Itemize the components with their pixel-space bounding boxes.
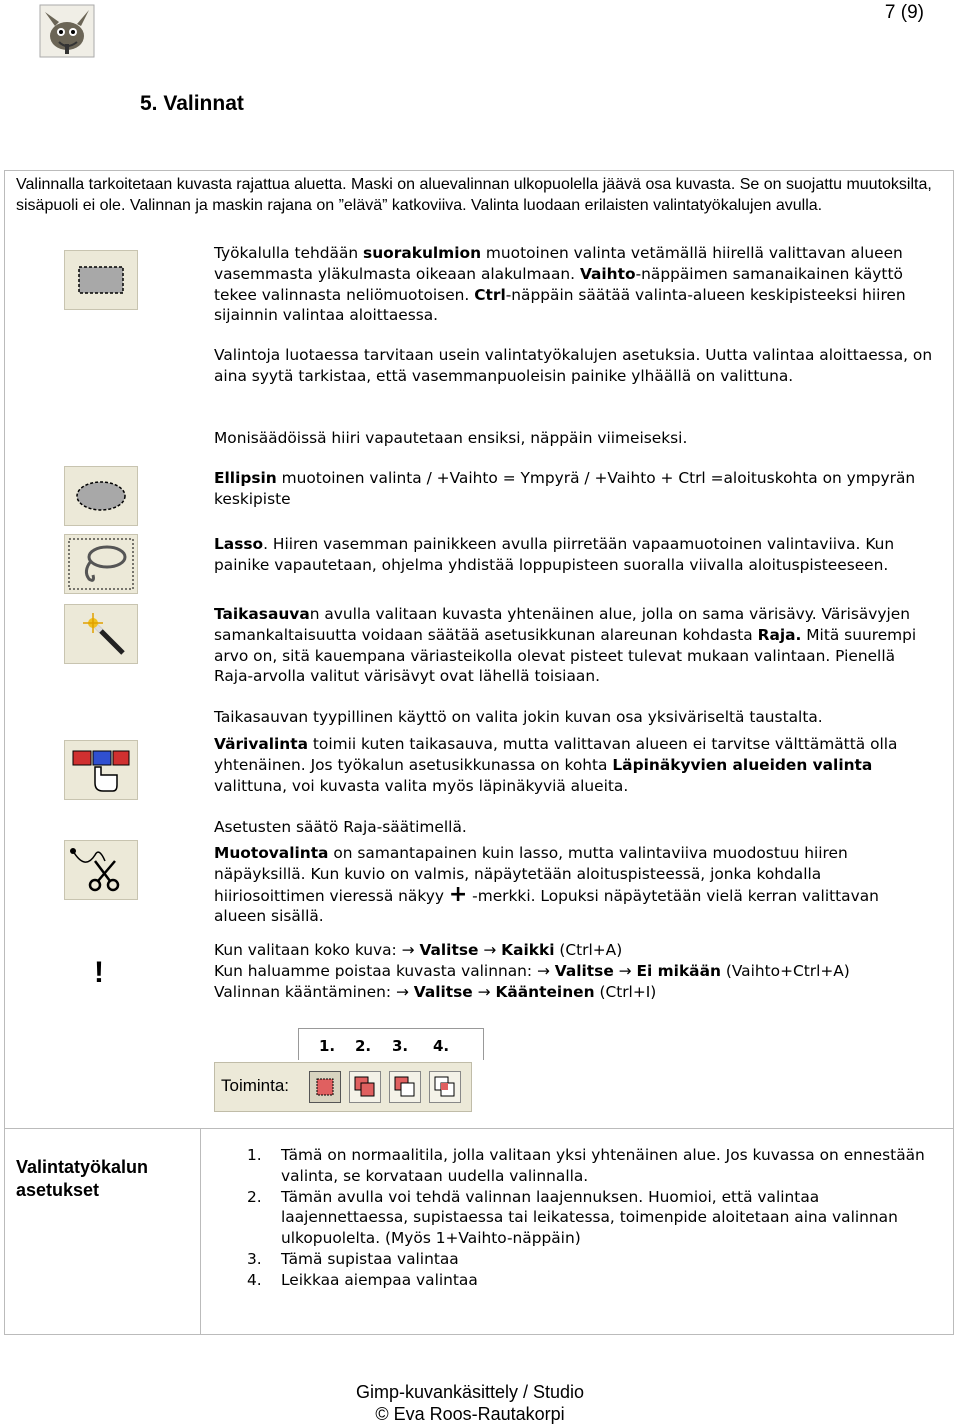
mode-label: Toiminta: <box>221 1076 290 1095</box>
footer-copyright: © Eva Roos-Rautakorpi <box>375 1404 565 1424</box>
scissors-text: Muotovalinta on samantapainen kuin lasso, mutta valintaviiva muodostuu hiiren näpäyksillä. Kun kuvio on valmis, näpäytetään aloituspisteessä, jonka kohdalla hiiriosoittimen vieressä näkyy + -merkki. Lopuksi näpäytetään vielä kerran valittavan alueen sisällä. <box>214 844 879 926</box>
list-item: 2. Tämän avulla voi tehdä valinnan laajennuksen. Huomioi, että valintaa laajennettaessa, supistaessa tai leikatessa, toimenpide aloitetaan aina valinnan ulkopuolelta. (Myös 1+Vaihto-näppäin) <box>247 1187 898 1248</box>
color-select-text: Värivalinta toimii kuten taikasauva, mutta valittavan alueen ei tarvitse välttämättä olla yhtenäinen. Jos työkalun asetusikkunassa on kohta Läpinäkyvien alueiden valinta valittuna, voi kuvasta valita myös läpinäkyviä alueita. <box>214 735 898 795</box>
mode-replace-button[interactable] <box>309 1071 341 1103</box>
options-list <box>247 1145 947 1291</box>
lasso-select-icon <box>64 534 138 594</box>
section-title: 5. Valinnat <box>140 92 244 115</box>
tip-exclamation: ! <box>94 956 104 989</box>
color-select-note: Asetusten säätö Raja-säätimellä. <box>214 818 467 836</box>
lasso-text: Lasso. Hiiren vasemman painikkeen avulla piirretään vapaamuotoinen valintaviiva. Kun painike vapautetaan, ohjelma yhdistää loppupisteen suoralla viivalla aloituspisteeseen. <box>214 535 895 574</box>
magic-wand-icon <box>64 604 138 664</box>
mode-number: 1. <box>319 1037 336 1055</box>
options-note: Valintoja luotaessa tarvitaan usein valintatyökalujen asetuksia. Uutta valintaa aloittaessa, on aina syytä tarkistaa, että vasemmanpuoleisin painike ylhäällä on valittuna. <box>214 346 933 385</box>
magic-wand-text: Taikasauvan avulla valitaan kuvasta yhtenäinen alue, jolla on sama värisävy. Värisävyjen samankaltaisuutta voidaan säätää asetusikkunan alareunan kohdasta Raja. Mitä suurempi arvo on, sitä kauempana väriasteikolla olevat pisteet tulevat mukaan valintaan. Pienellä Raja-arvolla valitut värisävyt ovat lähellä toisiaan. <box>214 605 917 686</box>
mode-subtract-button[interactable] <box>389 1071 421 1103</box>
gimp-logo-icon <box>39 4 95 58</box>
shortcut-tips: Kun valitaan koko kuva: → Valitse → Kaikki (Ctrl+A) Kun haluamme poistaa kuvasta valinnan: → Valitse → Ei mikään (Vaihto+Ctrl+A) Valinnan kääntäminen: → Valitse → Käänteinen (Ctrl+I) <box>214 941 850 1001</box>
color-select-icon <box>64 740 138 800</box>
mode-add-button[interactable] <box>349 1071 381 1103</box>
mode-number-labels <box>298 1028 484 1060</box>
options-title: Valintatyökalun asetukset <box>16 1157 149 1200</box>
page-number: 7 (9) <box>884 2 924 23</box>
divider-vertical <box>200 1128 201 1335</box>
mode-number: 4. <box>433 1037 450 1055</box>
mode-intersect-button[interactable] <box>429 1071 461 1103</box>
footer-title: Gimp-kuvankäsittely / Studio <box>355 1382 585 1402</box>
mode-number: 2. <box>355 1037 372 1055</box>
ellipse-text: Ellipsin muotoinen valinta / +Vaihto = Ympyrä / +Vaihto + Ctrl =aloituskohta on ympyrän keskipiste <box>214 469 916 508</box>
ellipse-select-icon <box>64 466 138 526</box>
list-item: 4. Leikkaa aiempaa valintaa <box>247 1270 478 1289</box>
rect-select-text: Työkalulla tehdään suorakulmion muotoinen valinta vetämällä hiirellä valittavan alueen vasemmasta yläkulmasta oikeaan alakulmaan. Vaihto-näppäimen samanaikainen käyttö tekee valinnasta neliömuotoisen. Ctrl-näppäin säätää valinta-alueen keskipisteeksi hiiren sijainnin valintaa aloittaessa. <box>214 244 906 325</box>
divider <box>4 1128 954 1129</box>
intro-text: Valinnalla tarkoitetaan kuvasta rajattua aluetta. Maski on aluevalinnan ulkopuolella jäävä osa kuvasta. Se on suojattu muutoksilta, sisäpuoli ei ole. Valinnan ja maskin rajana on ”elävä” katkoviiva. Valinta luodaan erilaisten valintatyökalujen avulla. <box>16 176 932 214</box>
list-item: 3. Tämä supistaa valintaa <box>247 1249 459 1268</box>
mode-toolbar <box>214 1062 472 1112</box>
multi-adjust-note: Monisäädöissä hiiri vapautetaan ensiksi, näppäin viimeiseksi. <box>214 429 688 447</box>
magic-wand-usage: Taikasauvan tyypillinen käyttö on valita jokin kuvan osa yksiväriseltä taustalta. <box>214 708 823 726</box>
mode-number: 3. <box>392 1037 409 1055</box>
rect-select-icon <box>64 250 138 310</box>
list-item: 1. Tämä on normaalitila, jolla valitaan yksi yhtenäinen alue. Jos kuvassa on ennestään valinta, se korvataan uudella valinnalla. <box>247 1146 925 1185</box>
scissors-select-icon <box>64 840 138 900</box>
